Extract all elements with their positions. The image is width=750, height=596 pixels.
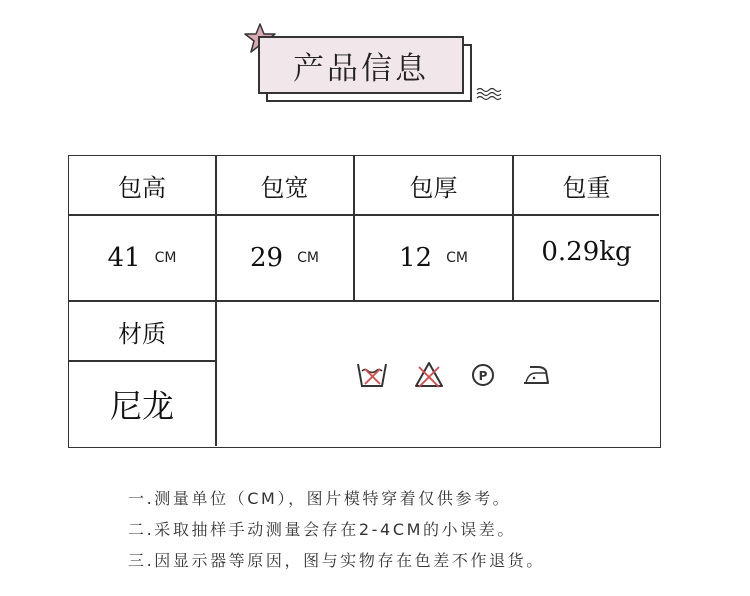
page-title: 产品信息	[293, 50, 429, 87]
value-unit: CM	[297, 250, 319, 266]
value-number: 29	[250, 243, 284, 273]
value-height	[69, 216, 215, 300]
product-info-table	[68, 155, 661, 448]
header-width: 包宽	[260, 173, 309, 202]
iron-icon	[522, 361, 550, 391]
wave-icon	[476, 86, 504, 106]
value-unit: CM	[154, 250, 177, 266]
svg-text:P: P	[478, 369, 488, 383]
title-frame	[258, 36, 464, 94]
value-weight	[514, 210, 659, 294]
no-bleach-icon	[414, 361, 444, 391]
value-width	[216, 216, 353, 300]
value-number: 0.29kg	[541, 237, 632, 267]
value-thickness	[355, 216, 512, 300]
dry-clean-p-icon	[471, 361, 495, 391]
page-title-box	[258, 36, 474, 104]
note-item: 一.测量单位（CM），图片模特穿着仅供参考。	[128, 489, 512, 508]
note-item: 二.采取抽样手动测量会存在2-4CM的小误差。	[128, 520, 516, 539]
notes-list	[128, 483, 545, 576]
material-label: 材质	[118, 319, 166, 348]
value-number: 41	[107, 243, 141, 273]
header-thickness: 包厚	[409, 173, 458, 202]
note-item: 三.因显示器等原因，图与实物存在色差不作退货。	[128, 551, 545, 570]
value-number: 12	[399, 243, 433, 273]
header-weight: 包重	[562, 173, 611, 202]
material-value: 尼龙	[109, 387, 174, 425]
hand-wash-icon	[356, 361, 388, 391]
value-unit: CM	[446, 250, 468, 266]
header-height: 包高	[118, 173, 166, 202]
